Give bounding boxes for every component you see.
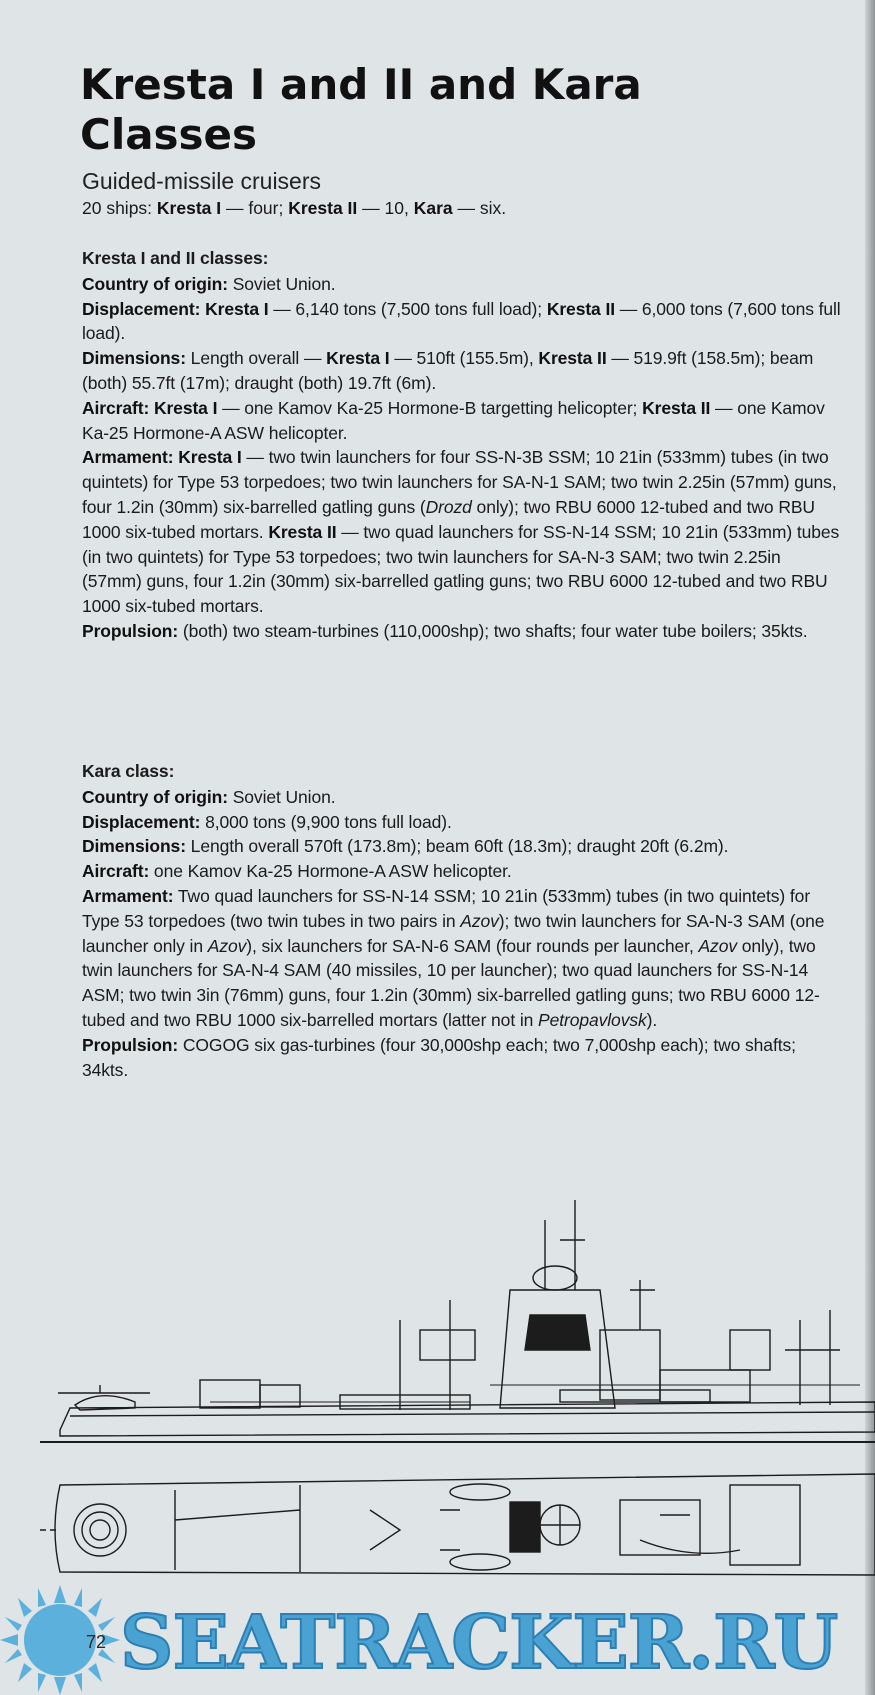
field-value: — 510ft (155.5m), <box>389 348 539 369</box>
field-value: Length overall 570ft (173.8m); beam 60ft (18.3m); draught 20ft (6.2m). <box>185 836 729 857</box>
watermark-text: SEATRACKER.RU <box>120 1600 838 1686</box>
ship-name: Petropavlovsk <box>538 1009 647 1030</box>
field-label: Propulsion: <box>82 1034 179 1055</box>
ships-prefix: 20 ships: <box>82 198 157 218</box>
kresta-section <box>82 246 842 644</box>
page-subtitle: Guided-missile cruisers <box>82 168 322 194</box>
ship-name: Drozd <box>425 496 472 517</box>
ships-kresta-ii: Kresta II <box>288 198 358 218</box>
field-label: Aircraft: <box>82 861 150 882</box>
kresta-aircraft <box>82 396 842 446</box>
field-value: — two quad launchers for SS-N-14 SSM; 10 21in (533mm) tubes (in two quintets) for Type 53 torpedoes; two twin launchers for SA-N-3 SAM; two twin 2.25in (57mm) guns, four 1.2in (30mm) six-barrelled gatling guns; two RBU 6000 12-tubed and two RBU 1000 six-tubed mortars. <box>82 521 840 617</box>
field-value: 8,000 tons (9,900 tons full load). <box>200 811 452 832</box>
kresta-armament <box>82 445 842 619</box>
field-value: Two quad launchers for SS-N-14 SSM; 10 21in (533mm) tubes (in two quintets) for Type 53 torpedoes (two twin tubes in two pairs in <box>82 885 811 931</box>
kara-armament <box>82 884 842 1033</box>
ships-kresta-ii-count: — 10, <box>357 198 414 218</box>
field-label: Armament: <box>82 447 174 468</box>
field-value: — 6,000 tons (7,600 tons full load). <box>82 298 841 344</box>
field-value: ); two twin launchers for SA-N-3 SAM (one launcher only in <box>82 910 825 956</box>
field-value: one Kamov Ka-25 Hormone-A ASW helicopter. <box>149 861 512 882</box>
field-value: — 6,140 tons (7,500 tons full load); <box>268 298 547 319</box>
class-name: Kresta II <box>546 298 615 319</box>
class-name: Kresta II <box>642 397 711 418</box>
field-label: Country of origin: <box>82 273 228 294</box>
field-label: Armament: <box>82 885 174 906</box>
kara-dimensions <box>82 834 842 859</box>
field-label: Aircraft: <box>82 397 150 418</box>
ships-kresta-i: Kresta I <box>156 198 222 218</box>
field-value: ), six launchers for SA-N-6 SAM (four rounds per launcher, <box>246 935 699 956</box>
class-name: Kresta I <box>178 447 242 468</box>
page-number: 72 <box>86 1632 107 1652</box>
kara-section <box>82 759 842 1082</box>
field-value: Soviet Union. <box>227 273 336 294</box>
field-value: only), two twin launchers for SA-N-4 SAM (40 missiles, 10 per launcher); two quad launchers for SS-N-14 ASM; two twin 3in (76mm) guns, four 1.2in (30mm) six-barrelled gatling guns; two RBU 6000 12-tubed and two RBU 1000 six-barrelled mortars (latter not in <box>82 935 820 1030</box>
kresta-displacement <box>82 297 842 347</box>
ships-kara: Kara <box>413 198 453 218</box>
kara-country <box>82 785 842 810</box>
field-label: Dimensions: <box>82 348 186 369</box>
field-value: Soviet Union. <box>227 786 336 807</box>
kara-propulsion <box>82 1033 842 1083</box>
kresta-country <box>82 272 842 297</box>
ships-count-line <box>82 198 506 219</box>
field-label: Dimensions: <box>82 836 186 857</box>
ship-plan-view <box>40 1474 875 1575</box>
ship-name: Azov <box>207 935 247 956</box>
field-value: — 519.9ft (158.5m); beam (both) 55.7ft (17m); draught (both) 19.7ft (6m). <box>82 348 814 393</box>
ship-profile-view <box>40 1200 875 1442</box>
field-value: — one Kamov Ka-25 Hormone-A ASW helicopter. <box>82 397 825 443</box>
class-name: Kresta II <box>268 521 337 542</box>
field-value: — one Kamov Ka-25 Hormone-B targetting helicopter; <box>217 397 643 418</box>
ship-name: Azov <box>698 935 737 956</box>
kresta-heading: Kresta I and II classes: <box>82 248 269 268</box>
field-value: (both) two steam-turbines (110,000shp); two shafts; four water tube boilers; 35kts. <box>178 620 808 641</box>
kara-heading: Kara class: <box>82 761 175 781</box>
field-value: ). <box>646 1009 658 1030</box>
class-name: Kresta I <box>153 397 218 418</box>
kresta-propulsion <box>82 619 842 644</box>
field-value: only); two RBU 6000 12-tubed and two RBU 1000 six-tubed mortars. <box>82 496 815 542</box>
class-name: Kresta I <box>326 348 390 369</box>
field-label: Displacement: <box>82 298 201 319</box>
page-title: Kresta I and II and Kara Classes <box>80 60 642 159</box>
field-label: Displacement: <box>82 811 201 832</box>
kresta-dimensions <box>82 346 842 396</box>
field-label: Country of origin: <box>82 786 228 807</box>
field-label: Propulsion: <box>82 620 179 641</box>
class-name: Kresta II <box>538 348 607 369</box>
kara-displacement <box>82 810 842 835</box>
field-value: — two twin launchers for four SS-N-3B SSM; 10 21in (533mm) tubes (in two quintets) for Type 53 torpedoes; two twin launchers for SA-N-1 SAM; two twin 2.25in (57mm) guns, four 1.2in (30mm) six-barrelled gatling guns ( <box>82 447 837 517</box>
kara-aircraft <box>82 859 842 884</box>
ships-kresta-i-count: — four; <box>221 198 289 218</box>
field-value: Length overall — <box>185 348 327 369</box>
ship-name: Azov <box>460 910 499 931</box>
ship-drawing-illustration <box>40 1180 875 1600</box>
field-value: COGOG six gas-turbines (four 30,000shp each; two 7,000shp each); two shafts; 34kts. <box>82 1034 796 1080</box>
ships-kara-count: — six. <box>452 198 507 218</box>
class-name: Kresta I <box>205 298 269 319</box>
